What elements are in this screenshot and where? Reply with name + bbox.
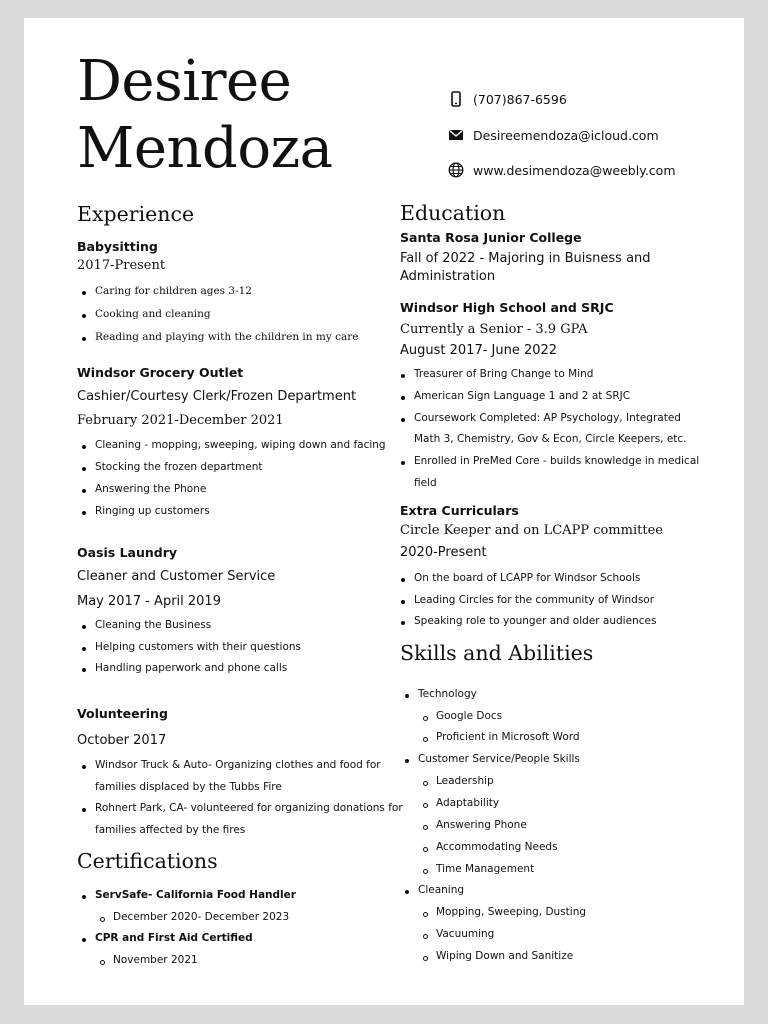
school-heading: Santa Rosa Junior College [400,230,582,245]
job-dates: May 2017 - April 2019 [77,594,221,609]
job-dates: February 2021-December 2021 [77,413,284,428]
email-row [448,127,659,143]
phone-row [448,91,567,107]
list-item: Leading Circles for the community of Windsor [414,594,655,606]
resume-page [24,18,744,1005]
list-item: Windsor Truck & Auto- Organizing clothes and food for [95,759,381,771]
list-item: Enrolled in PreMed Core - builds knowledge in medical [414,455,700,467]
skill-item: Accommodating Needs [436,841,558,853]
list-item-continuation: families displaced by the Tubbs Fire [95,781,282,793]
list-item: Ringing up customers [95,505,210,517]
skill-item: Google Docs [436,710,503,722]
skill-item: Vacuuming [436,928,495,940]
list-item: Coursework Completed: AP Psychology, Integrated [414,412,681,424]
job-subtitle: Cleaner and Customer Service [77,569,276,584]
skill-item: Mopping, Sweeping, Dusting [436,906,587,918]
mail-icon [448,127,464,143]
certification-date: November 2021 [113,954,198,966]
globe-icon [448,162,464,178]
list-item: Caring for children ages 3-12 [95,285,252,297]
list-item: Rohnert Park, CA- volunteered for organizing donations for [95,802,403,814]
job-subtitle: 2017-Present [77,258,166,273]
job-heading: Windsor Grocery Outlet [77,365,244,380]
school-line: 2020-Present [400,545,487,560]
website-row [448,162,676,178]
list-item: Answering the Phone [95,483,207,495]
skill-item: Leadership [436,775,494,787]
school-line: August 2017- June 2022 [400,343,558,358]
last-name: Mendoza [77,116,333,181]
certifications-title: Certifications [77,849,218,873]
education-title: Education [400,201,506,225]
list-item-continuation: Math 3, Chemistry, Gov & Econ, Circle Keepers, etc. [414,433,687,445]
skill-item: Proficient in Microsoft Word [436,731,580,743]
skill-group: Cleaning [418,884,465,896]
certification-item: CPR and First Aid Certified [95,932,253,944]
job-heading: Babysitting [77,239,158,254]
skill-item: Wiping Down and Sanitize [436,950,574,962]
list-item: On the board of LCAPP for Windsor Schools [414,572,641,584]
list-item-continuation: field [414,477,437,489]
certification-item: ServSafe- California Food Handler [95,889,296,901]
phone-number: (707)867-6596 [473,91,567,107]
skill-item: Answering Phone [436,819,527,831]
website-url: www.desimendoza@weebly.com [473,162,676,178]
job-subtitle: October 2017 [77,733,167,748]
skill-group: Technology [418,688,477,700]
school-heading: Windsor High School and SRJC [400,300,614,315]
job-heading: Volunteering [77,706,168,721]
school-line: Circle Keeper and on LCAPP committee [400,523,663,538]
job-heading: Oasis Laundry [77,545,178,560]
skill-item: Time Management [436,863,535,875]
skills-title: Skills and Abilities [400,641,594,665]
phone-icon [448,91,464,107]
certification-date: December 2020- December 2023 [113,911,290,923]
list-item-continuation: families affected by the fires [95,824,246,836]
school-line: Fall of 2022 - Majoring in Buisness and [400,251,651,266]
list-item: Handling paperwork and phone calls [95,662,288,674]
name-heading [77,48,333,182]
list-item: Reading and playing with the children in my care [95,331,359,343]
list-item: Cleaning - mopping, sweeping, wiping down and facing [95,439,386,451]
skill-item: Adaptability [436,797,500,809]
school-line: Currently a Senior - 3.9 GPA [400,322,588,337]
list-item: Stocking the frozen department [95,461,263,473]
list-item: American Sign Language 1 and 2 at SRJC [414,390,631,402]
list-item: Treasurer of Bring Change to Mind [414,368,594,380]
list-item: Cleaning the Business [95,619,212,631]
list-item: Cooking and cleaning [95,308,211,320]
job-subtitle: Cashier/Courtesy Clerk/Frozen Department [77,389,357,404]
first-name: Desiree [77,49,292,114]
email-address: Desireemendoza@icloud.com [473,127,659,143]
school-line: Administration [400,269,496,284]
list-item: Helping customers with their questions [95,641,302,653]
skill-group: Customer Service/People Skills [418,753,580,765]
list-item: Speaking role to younger and older audiences [414,615,657,627]
school-heading: Extra Curriculars [400,503,519,518]
experience-title: Experience [77,202,195,226]
